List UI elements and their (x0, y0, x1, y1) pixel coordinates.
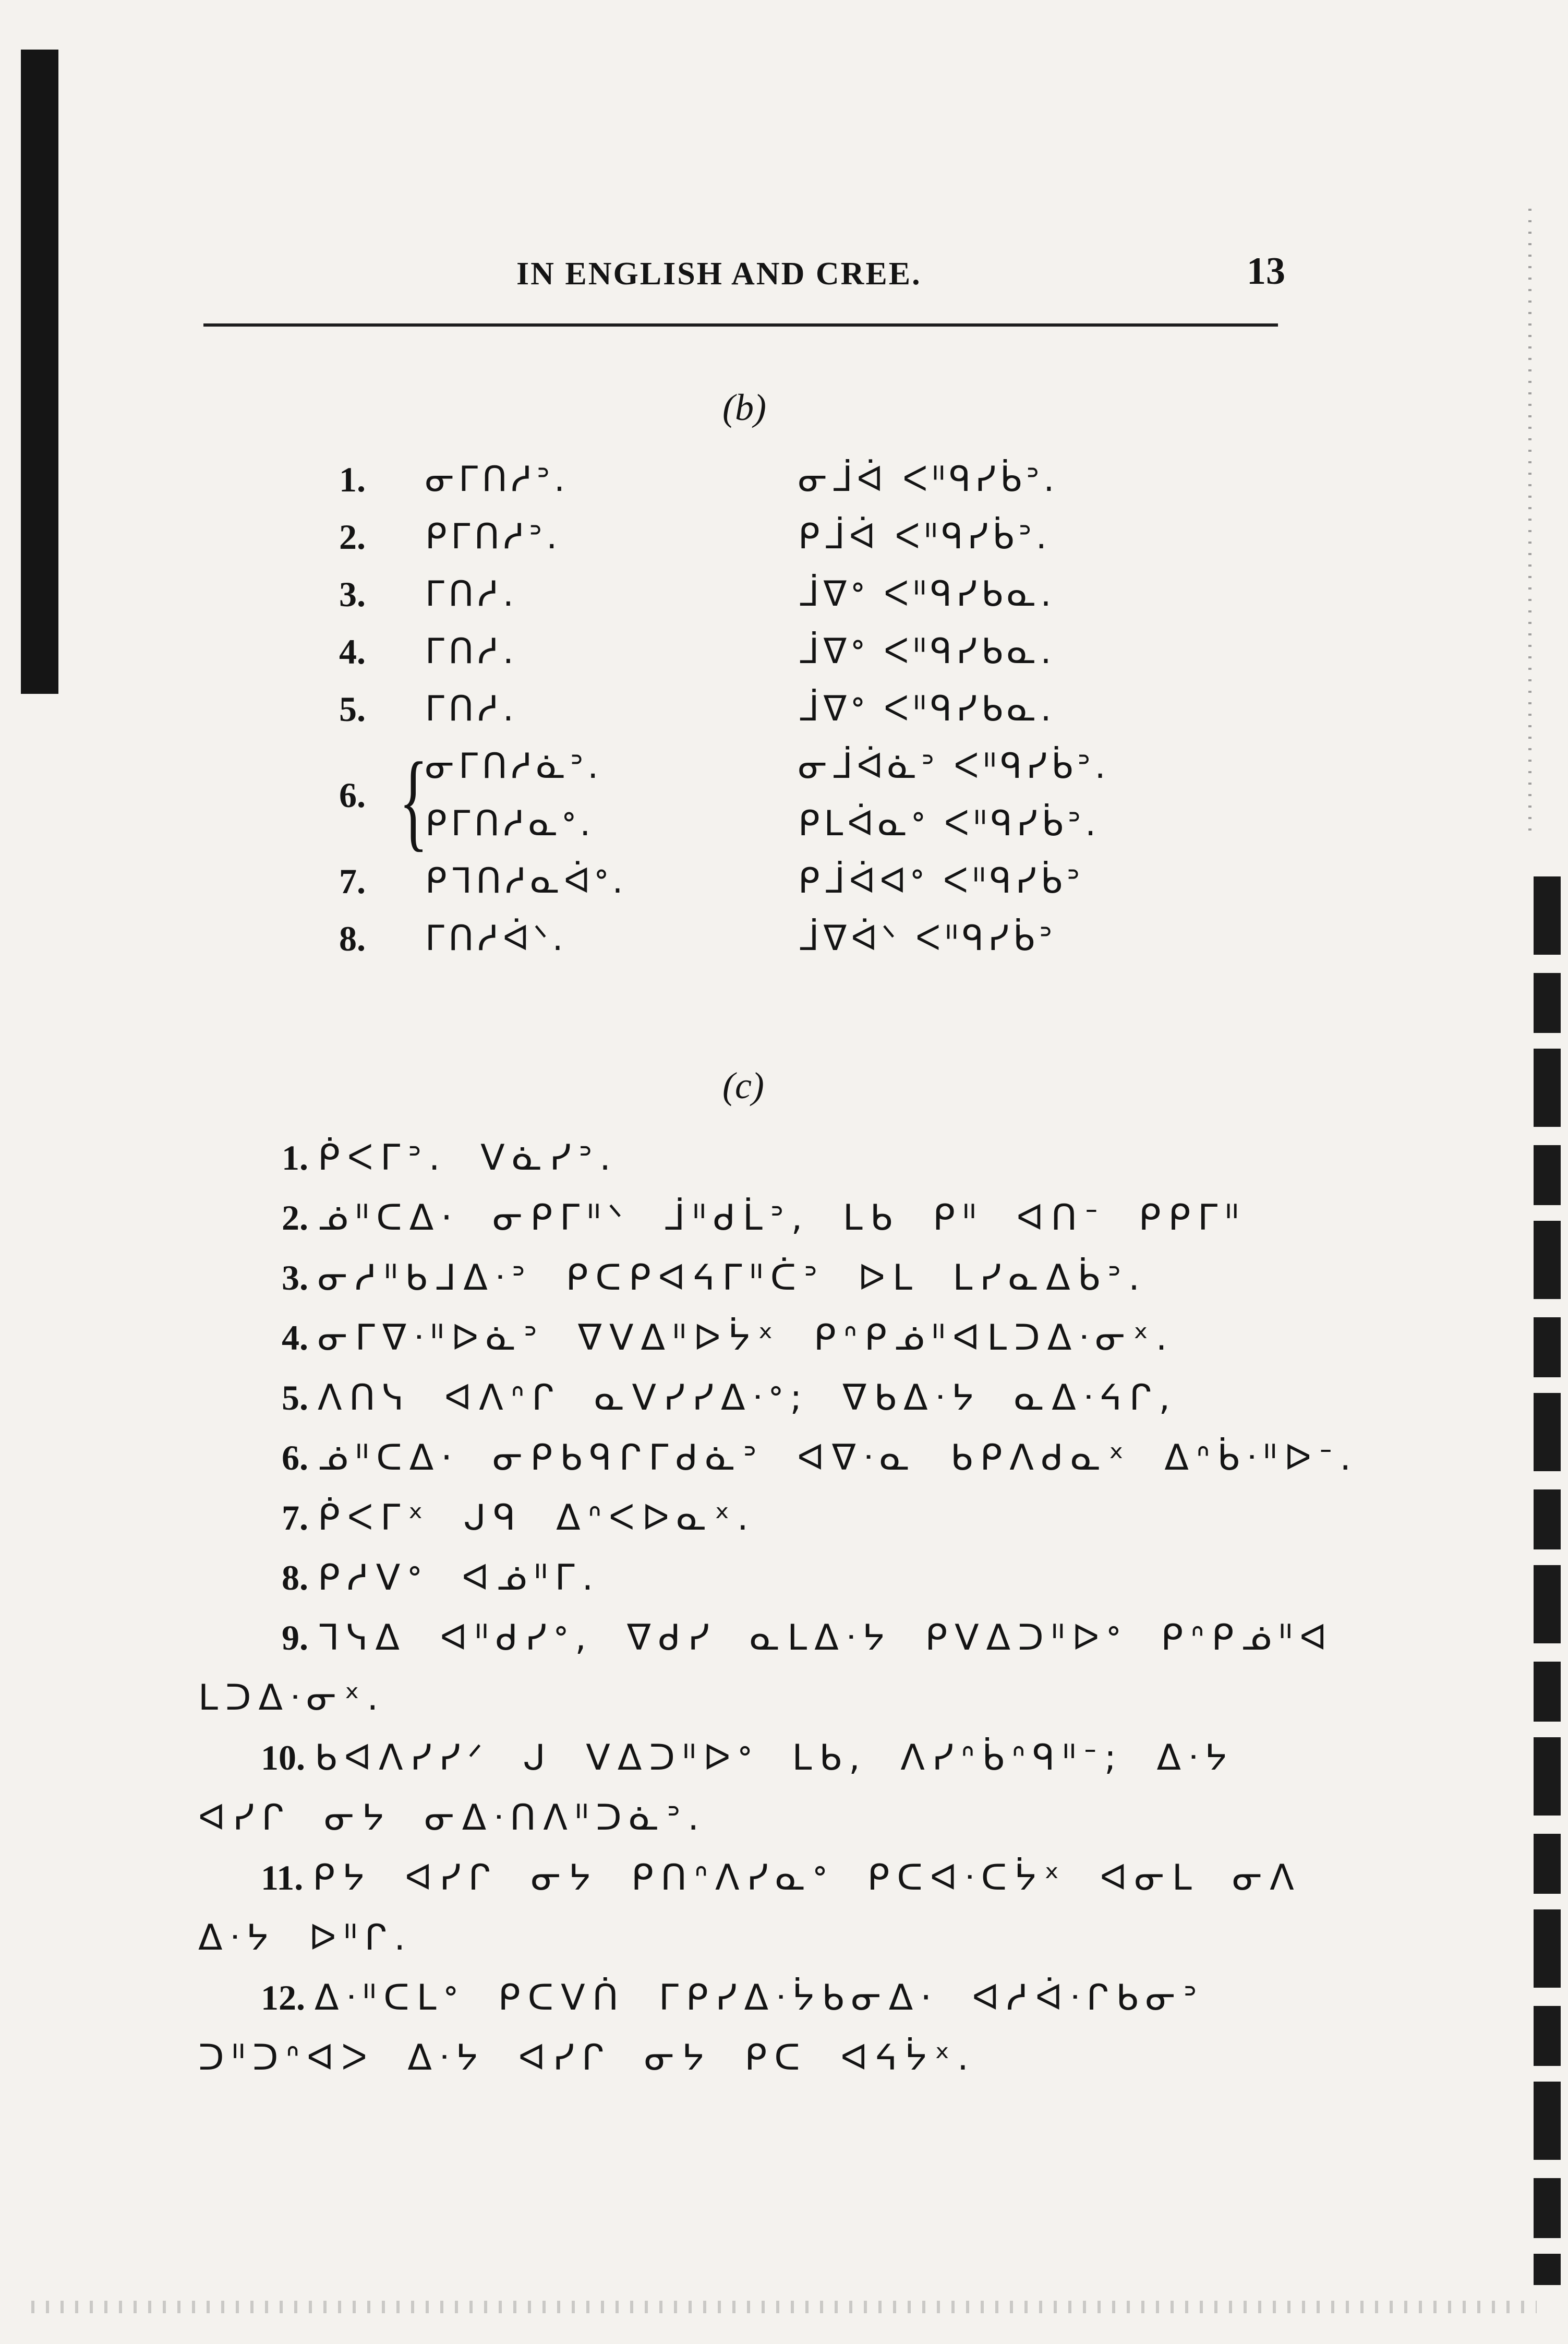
cree-phrase: ᒥᑎᓱ. (425, 631, 518, 671)
cree-sentence: ᑲᐊᐱᓯᓯᐟ ᒍ ᐯᐃᑐᐦᐅᐤ ᒪᑲ, ᐱᓯᐢᑳᐢᑫᐦᐨ; ᐃᐧᔭ (315, 1737, 1235, 1778)
exercise-line-continuation (198, 1797, 706, 1838)
cree-phrase: ᒨᐁᐤ ᐸᐦᑫᓯᑲᓇ. (798, 631, 1056, 671)
cree-sentence: ᐱᑎᓭ ᐊᐱᐢᒋ ᓇᐯᓯᓯᐃᐧᐤ; ᐁᑲᐃᐧᔭ ᓇᐃᐧᔦᒋ, (318, 1377, 1178, 1419)
row-number: 5. (339, 689, 366, 729)
exercise-line-continuation (198, 1917, 413, 1958)
row-number: 2. (339, 517, 366, 557)
line-number: 5. (282, 1378, 308, 1417)
header-rule (203, 323, 1278, 327)
row-number: 4. (339, 632, 366, 671)
row-number: 1. (339, 460, 366, 499)
cree-sentence: ᑭᓱᐯᐤ ᐊᓅᐦᒥ. (318, 1557, 601, 1598)
cree-phrase: ᑭᒨᐋ ᐸᐦᑫᓯᑳᐣ. (798, 516, 1051, 557)
section-label-c: (c) (722, 1065, 764, 1107)
row-number: 6. (339, 775, 366, 815)
line-number: 1. (282, 1138, 308, 1177)
exercise-line (282, 1617, 1334, 1658)
cree-sentence: ᑮᐸᒥᐣ. ᐯᓈᓯᐣ. (318, 1137, 618, 1179)
line-number: 10. (261, 1738, 305, 1777)
cree-sentence: ᓅᐦᑕᐃ· ᓂᑭᑲᑫᒋᒥᑯᓈᐣ ᐊᐁᐧᓇ ᑲᑭᐱᑯᓇˣ ᐃᐢᑳᐧᐦᐅᐨ. (318, 1437, 1359, 1478)
line-number: 11. (261, 1858, 304, 1897)
cree-phrase: ᒨᐁᐋᐠ ᐸᐦᑫᓯᑳᐣ (798, 918, 1057, 958)
line-number: 6. (282, 1438, 308, 1477)
cree-sentence: ᒪᑐᐃᐧᓂˣ. (198, 1677, 386, 1718)
cree-sentence: ᒣᓭᐃ ᐊᐦᑯᓯᐤ, ᐁᑯᓯ ᓇᒪᐃᐧᔭ ᑭᐯᐃᑐᐦᐅᐤ ᑭᐢᑭᓅᐦᐊ (318, 1617, 1334, 1658)
scan-edge-left (21, 50, 58, 694)
exercise-line (261, 1977, 1204, 2018)
cree-sentence: ᐃᐧᐦᑕᒪᐤ ᑭᑕᐯᑏ ᒥᑭᓯᐃᐧᔮᑲᓂᐃ· ᐊᓱᐋᐧᒋᑲᓂᐣ (315, 1977, 1204, 2018)
exercise-line (282, 1137, 618, 1179)
row-number: 8. (339, 919, 366, 958)
brace: { (399, 740, 428, 861)
scan-speckle-right (1528, 209, 1531, 835)
line-number: 12. (261, 1978, 305, 2017)
cree-phrase: ᒥᑎᓱ. (425, 574, 518, 614)
cree-phrase: ᒨᐁᐤ ᐸᐦᑫᓯᑲᓇ. (798, 574, 1056, 614)
line-number: 3. (282, 1258, 308, 1297)
running-head: IN ENGLISH AND CREE. (516, 256, 922, 292)
section-label-b: (b) (722, 387, 766, 428)
scan-smudge-bottom (31, 2301, 1537, 2313)
exercise-line (282, 1497, 756, 1538)
exercise-line (282, 1317, 1174, 1359)
cree-phrase: ᑭᒨᐋᐊᐤ ᐸᐦᑫᓯᑳᐣ (798, 861, 1084, 901)
line-number: 8. (282, 1558, 308, 1597)
cree-sentence: ᑐᐦᑐᐢᐊᐳ ᐃᐧᔭ ᐊᓯᒋ ᓂᔭ ᑭᑕ ᐊᔦᔮˣ. (198, 2037, 976, 2078)
cree-sentence: ᐃᐧᔭ ᐅᐦᒋ. (198, 1917, 413, 1958)
cree-phrase: ᑭᒥᑎᓱᐣ. (425, 516, 562, 557)
cree-phrase: ᑭᒥᑎᓱᓇᐤ. (425, 803, 595, 844)
cree-sentence: ᓂᒥᐁᐧᐦᐅᓈᐣ ᐁᐯᐃᐦᐅᔮˣ ᑭᐢᑭᓅᐦᐊᒪᑐᐃᐧᓂˣ. (318, 1317, 1175, 1359)
page-number: 13 (1247, 250, 1285, 293)
cree-sentence: ᐊᓯᒋ ᓂᔭ ᓂᐃᐧᑎᐱᐦᑐᓈᐣ. (198, 1797, 706, 1838)
cree-phrase: ᒨᐁᐤ ᐸᐦᑫᓯᑲᓇ. (798, 689, 1056, 729)
line-number: 4. (282, 1318, 308, 1357)
cree-phrase: ᓂᒥᑎᓱᐣ. (425, 459, 570, 499)
line-number: 7. (282, 1498, 308, 1537)
line-number: 9. (282, 1618, 308, 1657)
cree-sentence: ᑭᔭ ᐊᓯᒋ ᓂᔭ ᑭᑎᐢᐱᓯᓇᐤ ᑭᑕᐊᐧᑕᔮˣ ᐊᓂᒪ ᓂᐱ (312, 1857, 1301, 1898)
cree-phrase: ᓂᒨᐋᓈᐣ ᐸᐦᑫᓯᑳᐣ. (798, 746, 1110, 786)
cree-phrase: ᑭᒪᐋᓇᐤ ᐸᐦᑫᓯᑳᐣ. (798, 803, 1101, 844)
exercise-line (282, 1437, 1358, 1478)
exercise-line (282, 1377, 1177, 1419)
exercise-line (261, 1857, 1301, 1898)
cree-sentence: ᓅᐦᑕᐃ· ᓂᑭᒥᐦᐠ ᒨᐦᑯᒫᐣ, ᒪᑲ ᑭᐦ ᐊᑎᐨ ᑭᑭᒥᐦ (318, 1197, 1246, 1239)
exercise-line-continuation (198, 2037, 976, 2078)
row-number: 3. (339, 574, 366, 614)
cree-phrase: ᓂᒨᐋ ᐸᐦᑫᓯᑳᐣ. (798, 459, 1059, 499)
scan-edge-right (1534, 876, 1561, 2285)
cree-phrase: ᑭᒣᑎᓱᓇᐋᐤ. (425, 861, 628, 901)
exercise-line-continuation (198, 1677, 385, 1718)
cree-phrase: ᒥᑎᓱᐋᐠ. (425, 918, 568, 958)
row-number: 7. (339, 861, 366, 901)
cree-sentence: ᓂᓱᐦᑲᒧᐃᐧᐣ ᑭᑕᑭᐊᔦᒥᐦᑖᐣ ᐅᒪ ᒪᓯᓇᐃᑳᐣ. (318, 1257, 1147, 1299)
exercise-line (282, 1557, 600, 1598)
exercise-line (282, 1197, 1246, 1239)
exercise-line (261, 1737, 1234, 1778)
cree-sentence: ᑮᐸᒥˣ ᒍᑫ ᐃᐢᐸᐅᓇˣ. (318, 1497, 756, 1538)
cree-phrase: ᓂᒥᑎᓱᓈᐣ. (425, 746, 603, 786)
exercise-line (282, 1257, 1147, 1299)
cree-phrase: ᒥᑎᓱ. (425, 689, 518, 729)
line-number: 2. (282, 1198, 308, 1237)
